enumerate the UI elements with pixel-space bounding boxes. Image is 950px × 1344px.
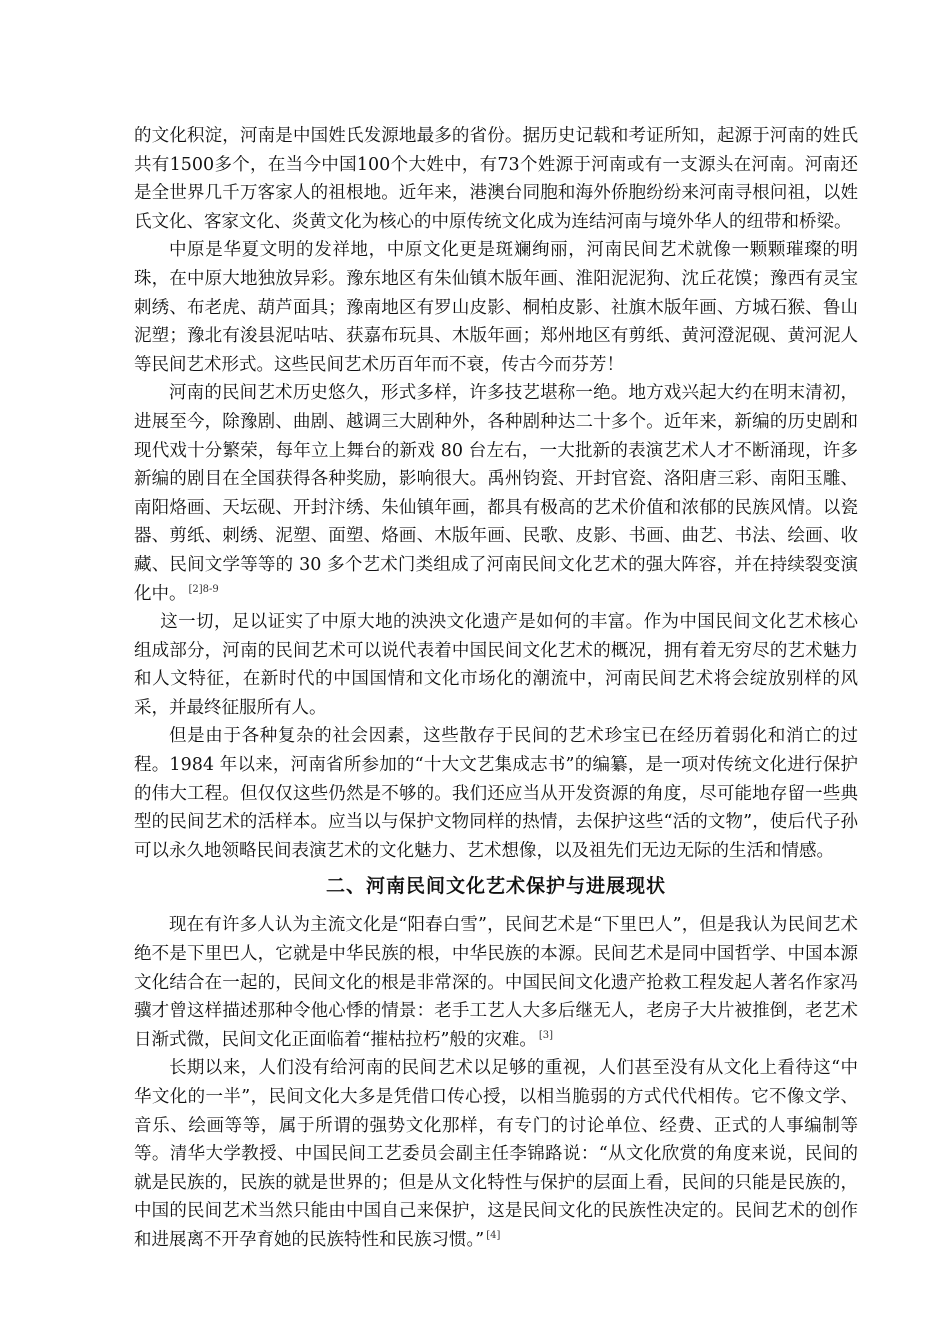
section-heading: 二、河南民间文化艺术保护与进展现状 xyxy=(325,875,666,898)
paragraph-text: 的文化积淀，河南是中国姓氏发源地最多的省份。据历史记载和考证所知，起源于河南的姓氏共有1500多个，在当今中国100个大姓中，有73个姓源于河南或有一支源头在河南。河南还是全世界几千万客家人的祖根地。近年来，港澳台同胞和海外侨胞纷纷来河南寻根问祖，以姓氏文化、客家文化、炎黄文化为核心的中原传统文化成为连结河南与境外华人的纽带和桥梁。 xyxy=(134,126,858,232)
paragraph-cultural-heritage xyxy=(134,608,858,722)
paragraph-text: 中原是华夏文明的发祥地，中原文化更是斑斓绚丽，河南民间艺术就像一颗颗璀璨的明珠，在中原大地独放异彩。豫东地区有朱仙镇木版年画、淮阳泥泥狗、沈丘花馍；豫西有灵宝刺绣、布老虎、葫芦面具；豫南地区有罗山皮影、桐柏皮影、社旗木版年画、方城石猴、鲁山泥塑；豫北有浚县泥咕咕、获嘉布玩具、木版年画；郑州地区有剪纸、黄河澄泥砚、黄河泥人等民间艺术形式。这些民间艺术历百年而不衰，传古今而芬芳！ xyxy=(134,240,858,375)
document-body xyxy=(134,122,858,1255)
citation-ref: [4] xyxy=(486,1230,501,1242)
paragraph-text: 河南的民间艺术历史悠久，形式多样，许多技艺堪称一绝。地方戏兴起大约在明末清初，进展至今，除豫剧、曲剧、越调三大剧种外，各种剧种达二十多个。近年来，新编的历史剧和现代戏十分繁荣，每年立上舞台的新戏 80 台左右，一大批新的表演艺术人才不断涌现，许多新编的剧目在全国获得各种奖励，影响很大。禹州钧瓷、开封官瓷、洛阳唐三彩、南阳玉雕、南阳烙画、天坛砚、开封汴绣、朱仙镇年画，都具有极高的艺术价值和浓郁的民族风情。以瓷器、剪纸、刺绣、泥塑、面塑、烙画、木版年画、民歌、皮影、书画、曲艺、书法、绘画、收藏、民间文学等等的 30 多个艺术门类组成了河南民间文化艺术的强大阵容，并在持续裂变演化中。 xyxy=(134,383,858,604)
paragraph-central-plains-folk-art xyxy=(134,236,858,379)
paragraph-text: 现在有许多人认为主流文化是“阳春白雪”，民间艺术是“下里巴人”，但是我认为民间艺术绝不是下里巴人，它就是中华民族的根，中华民族的本源。民间艺术是同中国哲学、中国本源文化结合在一起的，民间文化的根是非常深的。中国民间文化遗产抢救工程发起人著名作家冯骥才曾这样描述那种令他心悸的情景：老手工艺人大多后继无人，老房子大片被推倒，老艺术日渐式微，民间文化正面临着“摧枯拉朽”般的灾难。 xyxy=(134,915,858,1050)
paragraph-text: 这一切，足以证实了中原大地的泱泱文化遗产是如何的丰富。作为中国民间文化艺术核心组成部分，河南的民间艺术可以说代表着中国民间文化艺术的概况，拥有着无穷尽的艺术魅力和人文特征，在新时代的中国国情和文化市场化的潮流中，河南民间艺术将会绽放别样的风采，并最终征服所有人。 xyxy=(134,612,858,718)
paragraph-text: 长期以来，人们没有给河南的民间艺术以足够的重视，人们甚至没有从文化上看待这“中华文化的一半”，民间文化大多是凭借口传心授，以相当脆弱的方式代代相传。它不像文学、音乐、绘画等等，属于所谓的强势文化那样，有专门的讨论单位、经费、正式的人事编制等等。清华大学教授、中国民间工艺委员会副主任李锦路说：“从文化欣赏的角度来说，民间的就是民族的，民族的就是世界的；但是从文化特性与保护的层面上看，民间的只能是民族的，中国的民间艺术当然只能由中国自己来保护，这是民间文化的民族性决定的。民间艺术的创作和进展离不开孕育她的民族特性和民族习惯。” xyxy=(134,1058,858,1250)
paragraph-text: 但是由于各种复杂的社会因素，这些散存于民间的艺术珍宝已在经历着弱化和消亡的过程。1984 年以来，河南省所参加的“十大文艺集成志书”的编纂，是一项对传统文化进行保护的伟大工程。但仅仅这些仍然是不够的。我们还应当从开发资源的角度，尽可能地存留一些典型的民间艺术的活样本。应当以与保护文物同样的热情，去保护这些“活的文物”，使后代子孙可以永久地领略民间表演艺术的文化魅力、艺术想像，以及祖先们无边无际的生活和情感。 xyxy=(134,726,858,861)
paragraph-henan-art-history xyxy=(134,379,858,608)
citation-ref: [3] xyxy=(538,1029,554,1041)
paragraph-preservation-need xyxy=(134,722,858,865)
paragraph-neglect-of-folk-art xyxy=(134,1054,858,1254)
citation-ref: [2]8-9 xyxy=(188,583,219,595)
paragraph-surname-origins xyxy=(134,122,858,236)
paragraph-mainstream-vs-folk xyxy=(134,911,858,1054)
